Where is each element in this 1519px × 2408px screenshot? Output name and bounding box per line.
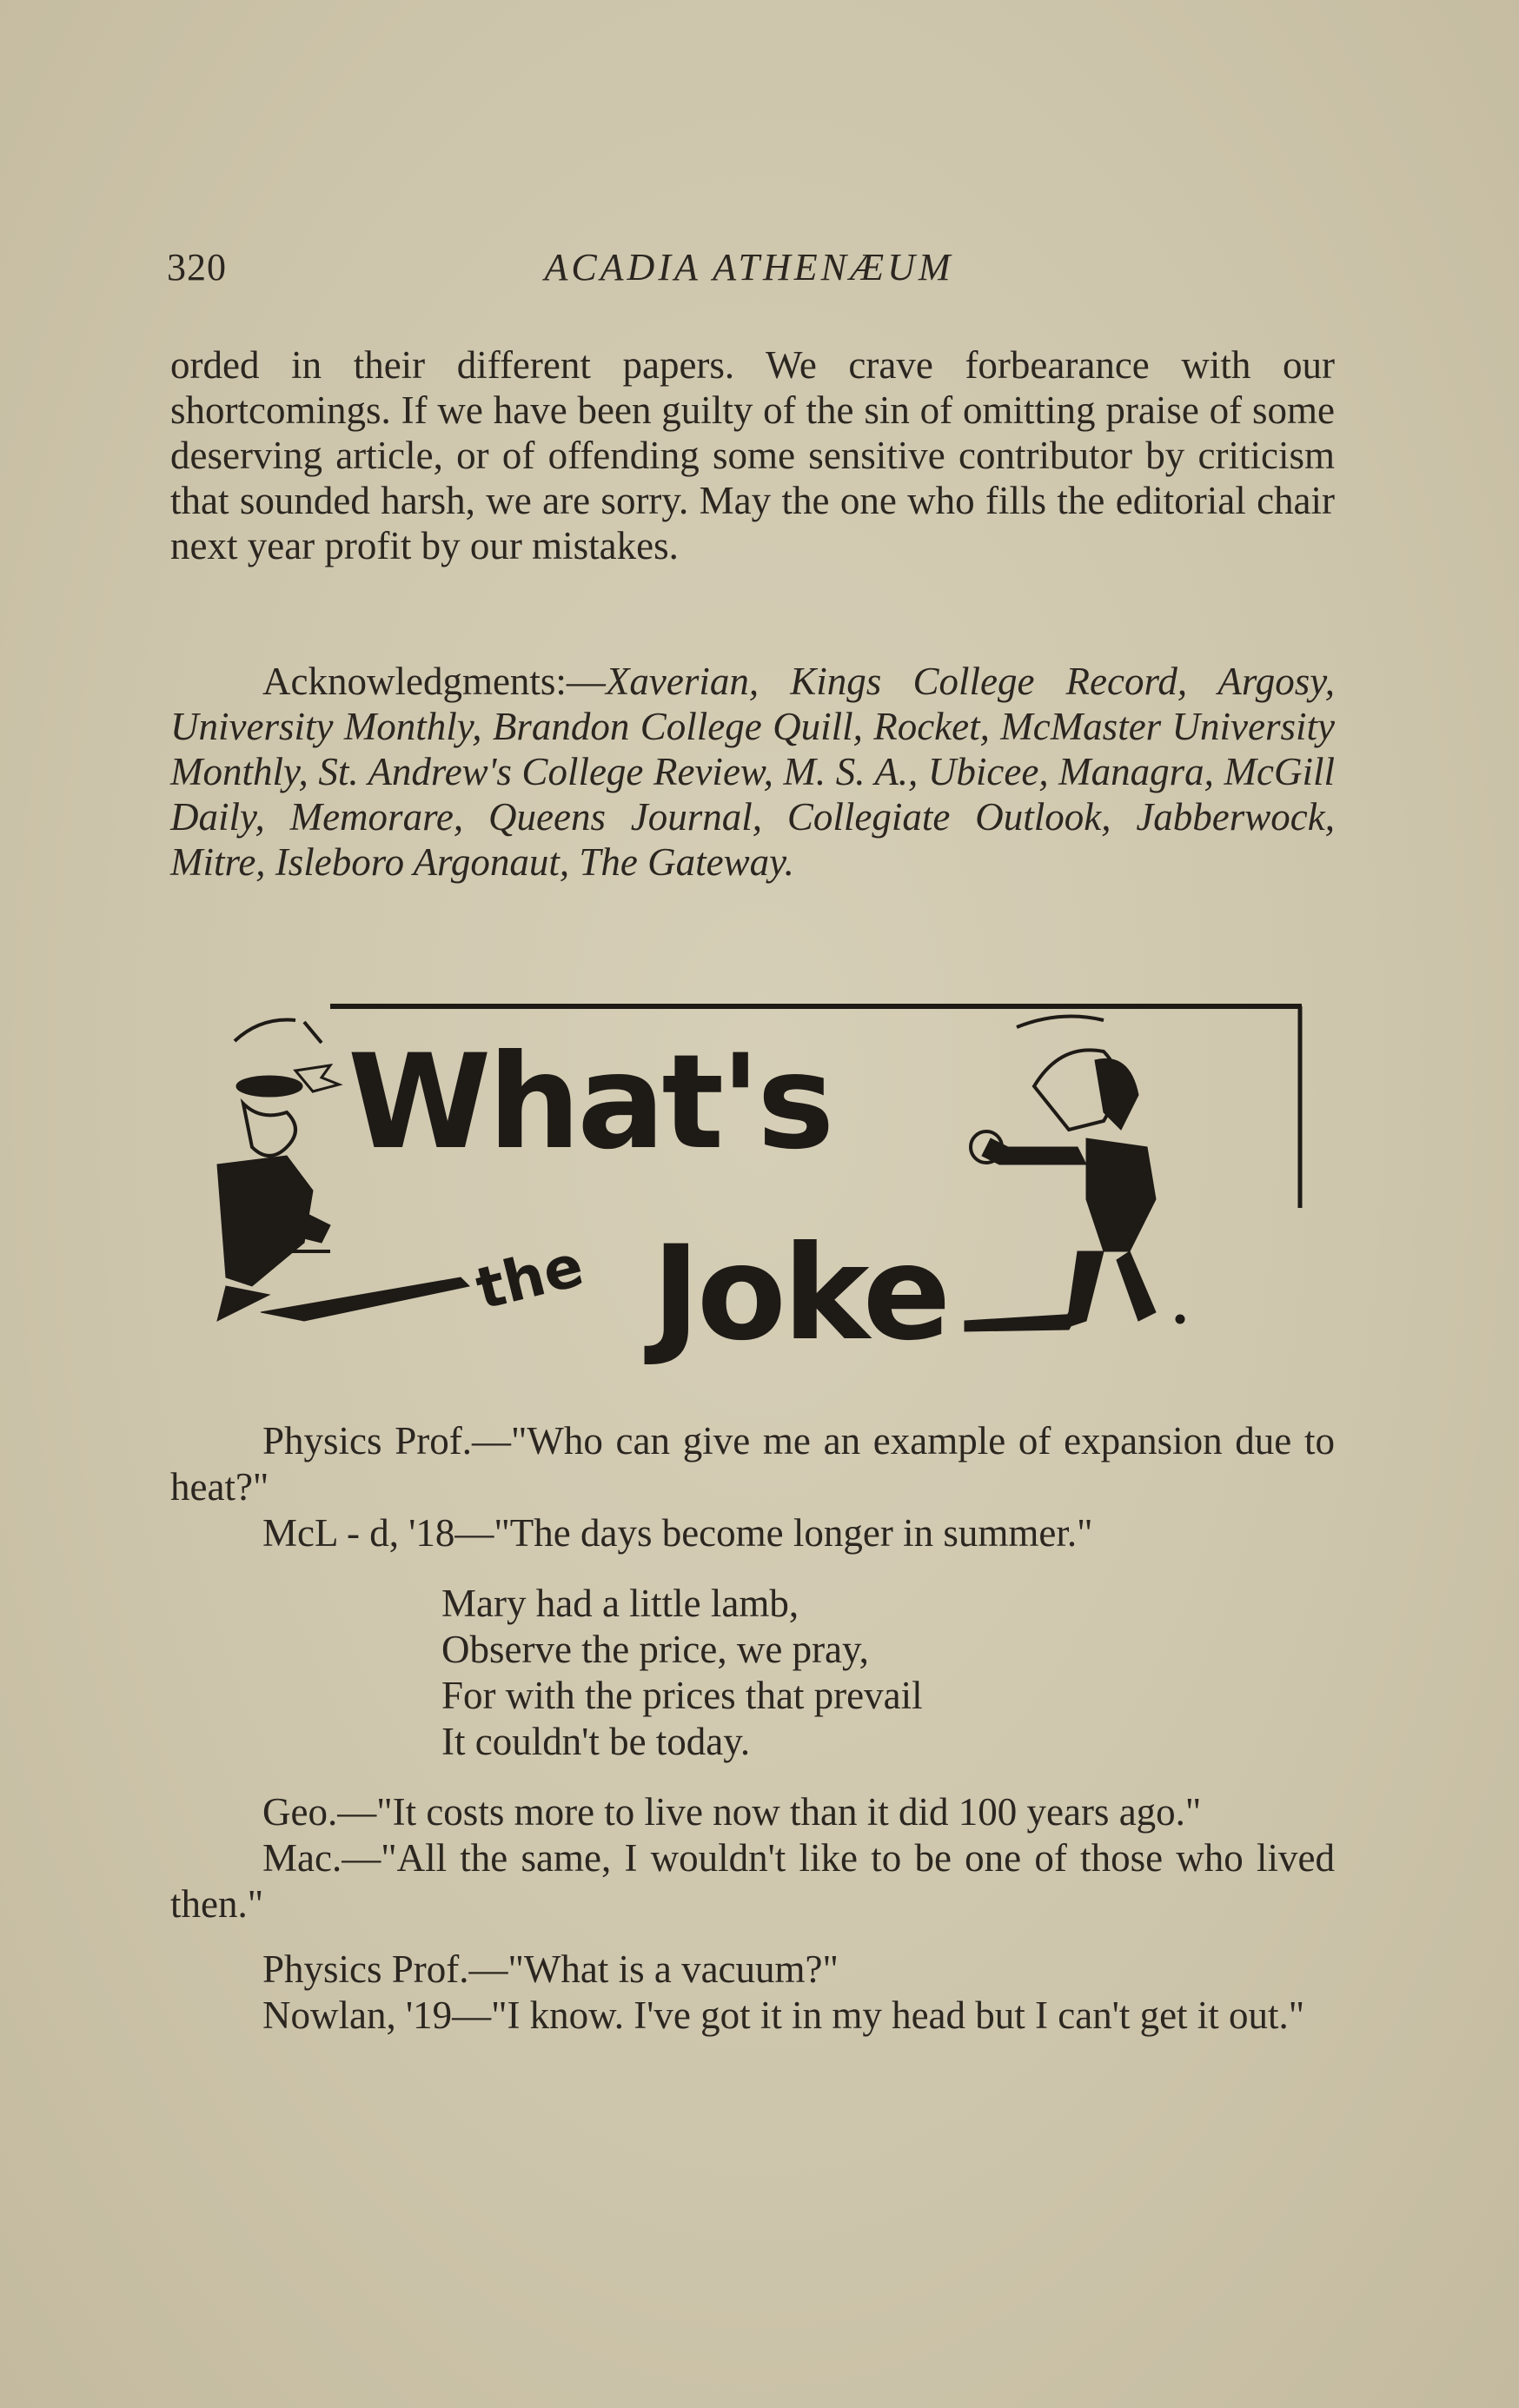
page-number: 320 [167, 246, 227, 289]
joke-2-answer: Mac.—"All the same, I wouldn't like to be one of those who lived then." [170, 1836, 1335, 1926]
banner-word-joke: Joke [652, 1218, 948, 1370]
acknowledgments-text [170, 659, 1335, 885]
editorial-text: orded in their different papers. We crave forbearance with our shortcomings. If we have been guilty of the sin of omitting praise of some deserving article, or of offending some sensitive contributor by criticism that sounded harsh, we are sorry. May the one who fills the editorial chair next year profit by our mistakes. [170, 343, 1335, 567]
poem-line-1: Mary had a little lamb, [441, 1582, 799, 1625]
page-header [167, 245, 1331, 297]
spacer [170, 1927, 1335, 1947]
joke-2-question: Geo.—"It costs more to live now than it did 100 years ago." [262, 1790, 1202, 1834]
acknowledgments-list: Xaverian, Kings College Record, Argosy, University Monthly, Brandon College Quill, Rocket, McMaster University Monthly, St. Andrew's College Review, M. S. A., Ubicee, Managra, McGill Daily, Memorare, Queens Journal, Collegiate Outlook, Jabberwock, Mitre, Isleboro Argonaut, The Gateway. [170, 660, 1335, 884]
spacer [170, 1765, 1335, 1789]
poem-line-3: For with the prices that prevail [441, 1674, 923, 1717]
acknowledgments-paragraph [170, 659, 1335, 885]
editorial-paragraph [170, 342, 1335, 568]
banner-word-the: the [469, 1231, 590, 1323]
acknowledgments-lead: Acknowledgments:— [262, 660, 606, 703]
poem-line-4: It couldn't be today. [441, 1720, 751, 1763]
jokes-section [170, 1418, 1335, 2039]
joke-1-question: Physics Prof.—"Who can give me an example of expansion due to heat?" [170, 1419, 1335, 1509]
joke-1-answer: McL - d, '18—"The days become longer in summer." [262, 1511, 1093, 1555]
right-figure-illustration [965, 1017, 1184, 1332]
poem-line-2: Observe the price, we pray, [441, 1628, 869, 1671]
whats-the-joke-banner [200, 991, 1312, 1373]
banner-word-whats: What's [348, 1027, 832, 1178]
banner-illustration [200, 991, 1312, 1373]
joke-3-question: Physics Prof.—"What is a vacuum?" [262, 1947, 839, 1991]
spacer [170, 1556, 1335, 1581]
joke-3-answer: Nowlan, '19—"I know. I've got it in my head but I can't get it out." [262, 1993, 1305, 2037]
running-title: ACADIA ATHENÆUM [544, 246, 954, 289]
